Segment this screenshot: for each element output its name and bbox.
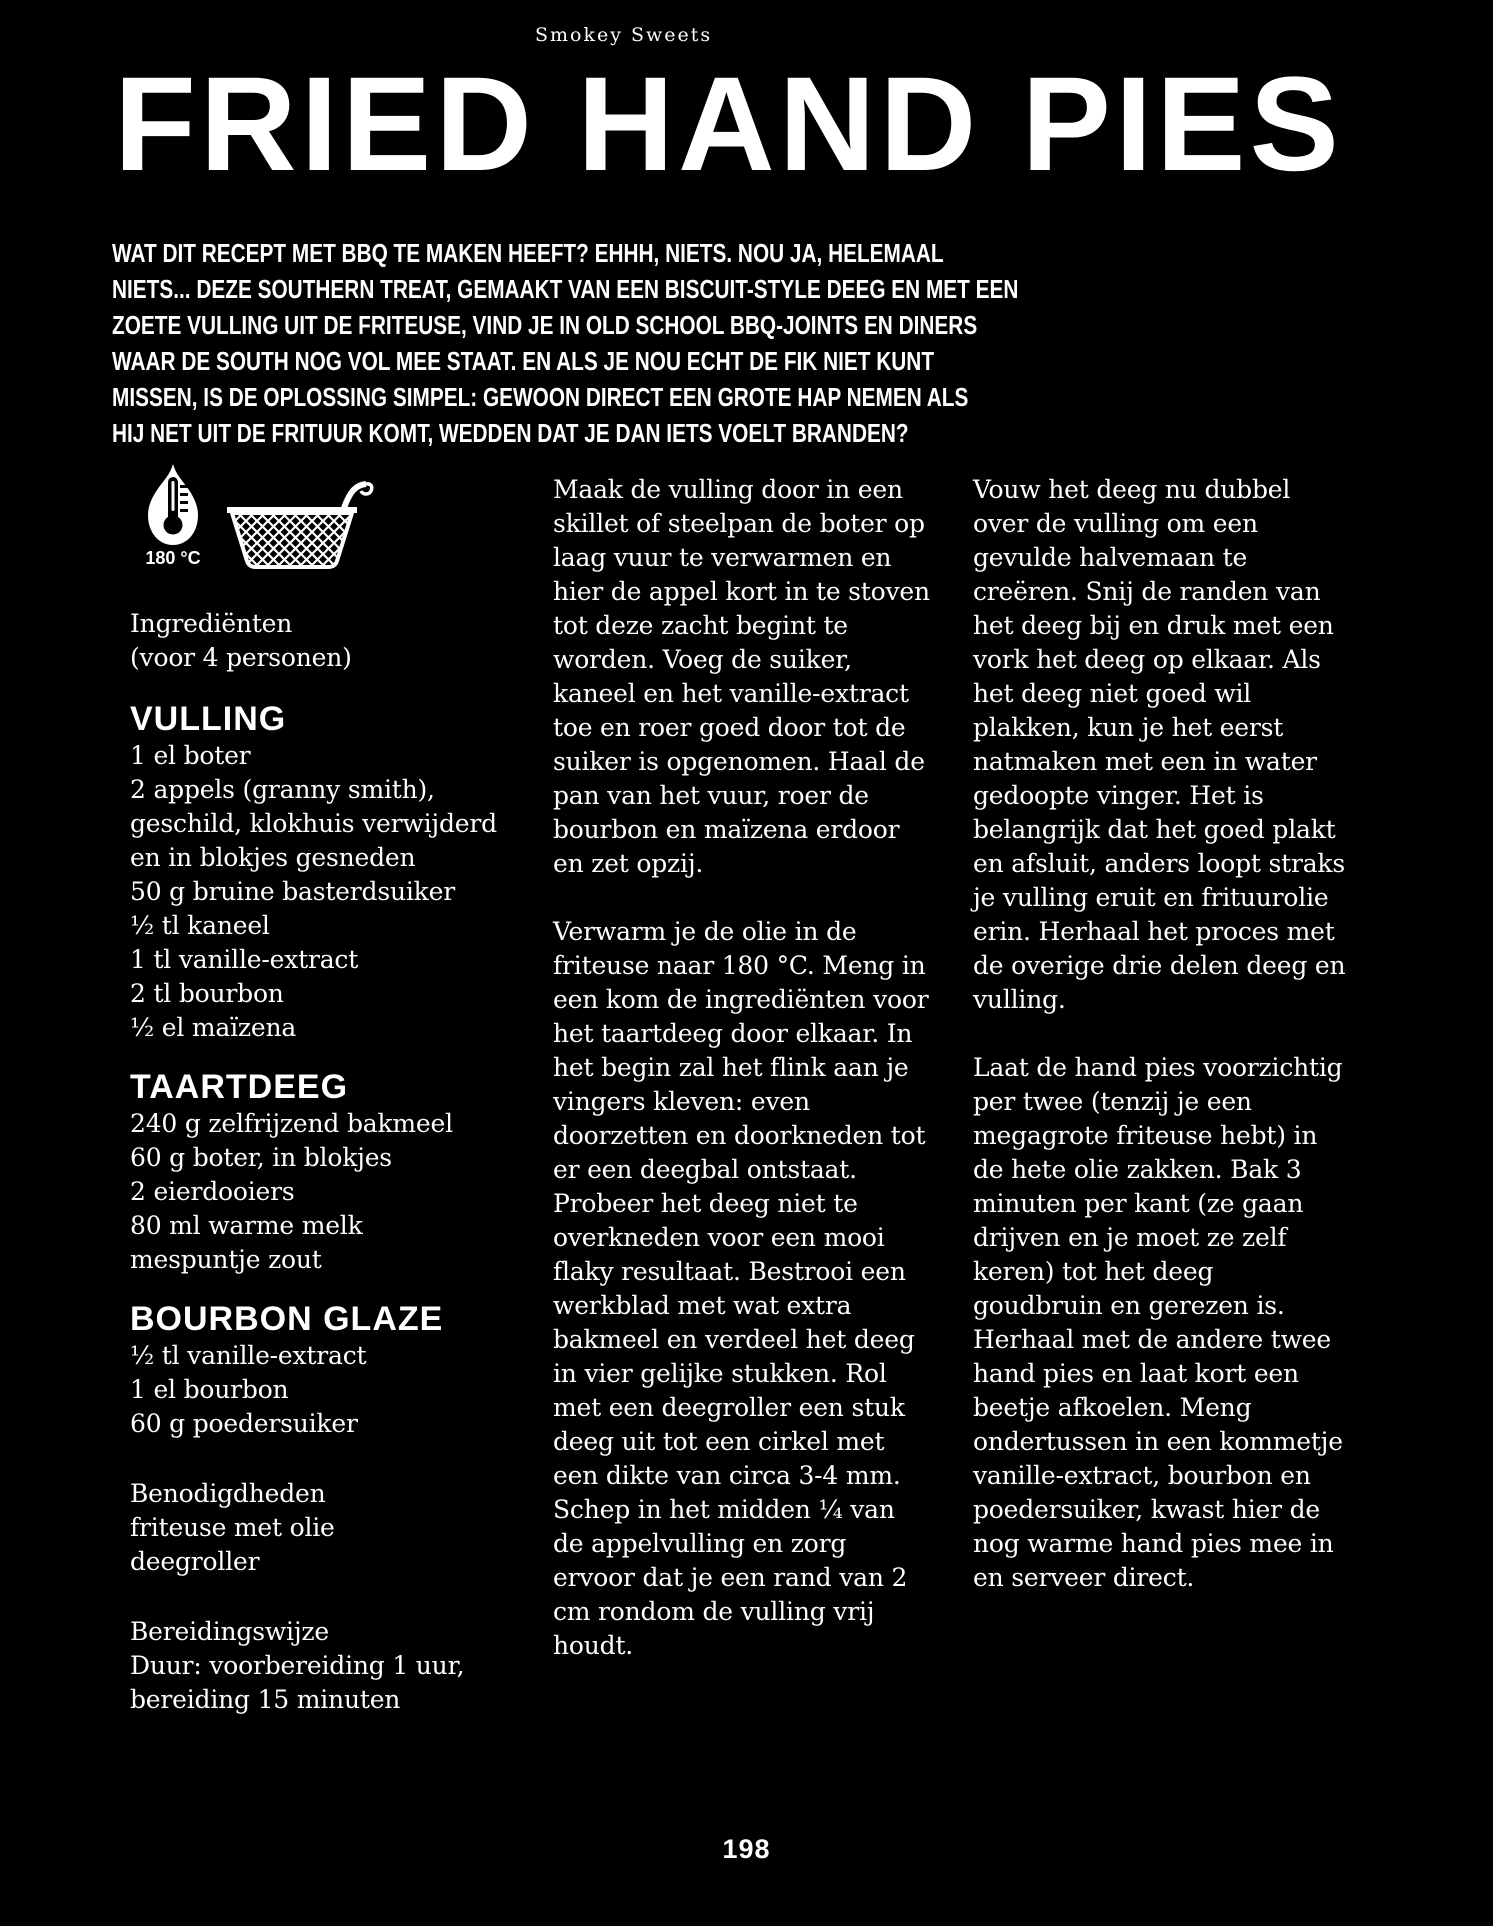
ingredient-section-bourbon-glaze [130,1299,510,1441]
method-paragraph: Vouw het deeg nu dubbel over de vulling om een gevulde halvemaan te creëren. Snij de randen van het deeg bij en druk met een vork het deeg op elkaar. Als het deeg niet goed wil plakken, kun je het eerst natmaken met een in water gedoopte vinger. Het is belangrijk dat het goed plakt en afsluit, anders loopt straks je vulling eruit en frituurolie erin. Herhaal het proces met de overige drie delen deeg en vulling. [973,475,1346,1014]
intro-line: WAAR DE SOUTH NOG VOL MEE STAAT. EN ALS JE NOU ECHT DE FIK NIET KUNT [112,346,935,376]
equipment-item: friteuse met olie [130,1513,335,1542]
ingredient-item: 240 g zelfrijzend bakmeel [130,1109,453,1138]
intro-line: NIETS... DEZE SOUTHERN TREAT, GEMAAKT VAN EEN BISCUIT-STYLE DEEG EN MET EEN [112,274,1019,304]
method-column-2 [973,465,1346,1629]
ingredient-section-taartdeeg [130,1067,510,1277]
preparation-time-block [130,1615,510,1717]
temperature-label: 180 °C [145,548,201,568]
ingredient-item: 1 el bourbon [130,1375,289,1404]
temperature-indicator [144,463,202,569]
section-heading: BOURBON GLAZE [130,1300,444,1338]
running-head: Smokey Sweets [535,24,713,46]
page-content [112,52,1422,1717]
section-heading: TAARTDEEG [130,1068,349,1106]
preparation-line: Duur: voorbereiding 1 uur, [130,1651,465,1680]
flame-thermometer-icon [144,463,202,547]
ingredient-item: 2 appels (granny smith), geschild, klokhuis verwijderd en in blokjes gesneden [130,775,497,872]
ingredient-item: 2 eierdooiers [130,1177,295,1206]
ingredient-item: 1 el boter [130,741,251,770]
intro-line: MISSEN, IS DE OPLOSSING SIMPEL: GEWOON DIRECT EEN GROTE HAP NEMEN ALS [112,382,969,412]
preparation-heading: Bereidingswijze [130,1617,329,1646]
ingredient-item: 80 ml warme melk [130,1211,363,1240]
section-heading: VULLING [130,700,287,738]
ingredient-item: 2 tl bourbon [130,979,284,1008]
page-title: FRIED HAND PIES [114,50,1343,199]
method-paragraph: Laat de hand pies voorzichtig per twee (tenzij je een megagrote friteuse hebt) in de hete olie zakken. Bak 3 minuten per kant (ze gaan drijven en je moet ze zelf keren) tot het deeg goudbruin en gerezen is. Herhaal met de andere twee hand pies en laat kort een beetje afkoelen. Meng ondertussen in een kommetje vanille-extract, bourbon en poedersuiker, kwast hier de nog warme hand pies mee in en serveer direct. [973,1053,1343,1592]
ingredient-section-vulling [130,699,510,1045]
ingredient-item: ½ el maïzena [130,1013,297,1042]
ingredient-item: 60 g poedersuiker [130,1409,358,1438]
equipment-block [130,1477,510,1579]
intro-line: HIJ NET UIT DE FRITUUR KOMT, WEDDEN DAT JE DAN IETS VOELT BRANDEN? [112,418,909,448]
method-column-1 [553,465,931,1697]
ingredient-item: mespuntje zout [130,1245,322,1274]
intro-line: WAT DIT RECEPT MET BBQ TE MAKEN HEEFT? EHHH, NIETS. NOU JA, HELEMAAL [112,238,944,268]
recipe-icons-row [144,465,510,569]
servings-line: (voor 4 personen) [130,643,352,672]
ingredient-item: 1 tl vanille-extract [130,945,359,974]
page-number: 198 [722,1834,771,1864]
ingredient-item: ½ tl kaneel [130,911,270,940]
intro-line: ZOETE VULLING UIT DE FRITEUSE, VIND JE IN OLD SCHOOL BBQ-JOINTS EN DINERS [112,310,978,340]
method-paragraph: Verwarm je de olie in de friteuse naar 180 °C. Meng in een kom de ingrediënten voor het taartdeeg door elkaar. In het begin zal het flink aan je vingers kleven: even doorzetten en doorkneden tot er een deegbal ontstaat. Probeer het deeg niet te overkneden voor een mooi flaky resultaat. Bestrooi een werkblad met wat extra bakmeel en verdeel het deeg in vier gelijke stukken. Rol met een deegroller een stuk deeg uit tot een cirkel met een dikte van circa 3-4 mm. Schep in het midden ¼ van de appelvulling en zorg ervoor dat je een rand van 2 cm rondom de vulling vrij houdt. [553,917,929,1660]
method-paragraph: Maak de vulling door in een skillet of steelpan de boter op laag vuur te verwarmen en hier de appel kort in te stoven tot deze zacht begint te worden. Voeg de suiker, kaneel en het vanille-extract toe en roer goed door tot de suiker is opgenomen. Haal de pan van het vuur, roer de bourbon en maïzena erdoor en zet opzij. [553,475,930,878]
equipment-heading: Benodigdheden [130,1479,326,1508]
fryer-basket-icon [224,477,374,569]
ingredient-item: ½ tl vanille-extract [130,1341,367,1370]
ingredient-item: 60 g boter, in blokjes [130,1143,392,1172]
preparation-line: bereiding 15 minuten [130,1685,401,1714]
recipe-columns [130,465,1422,1717]
equipment-item: deegroller [130,1547,260,1576]
ingredient-item: 50 g bruine basterdsuiker [130,877,455,906]
ingredients-heading [130,607,510,675]
ingredients-heading-line: Ingrediënten [130,609,293,638]
intro-paragraph [112,235,1422,451]
ingredients-column [130,465,510,1717]
